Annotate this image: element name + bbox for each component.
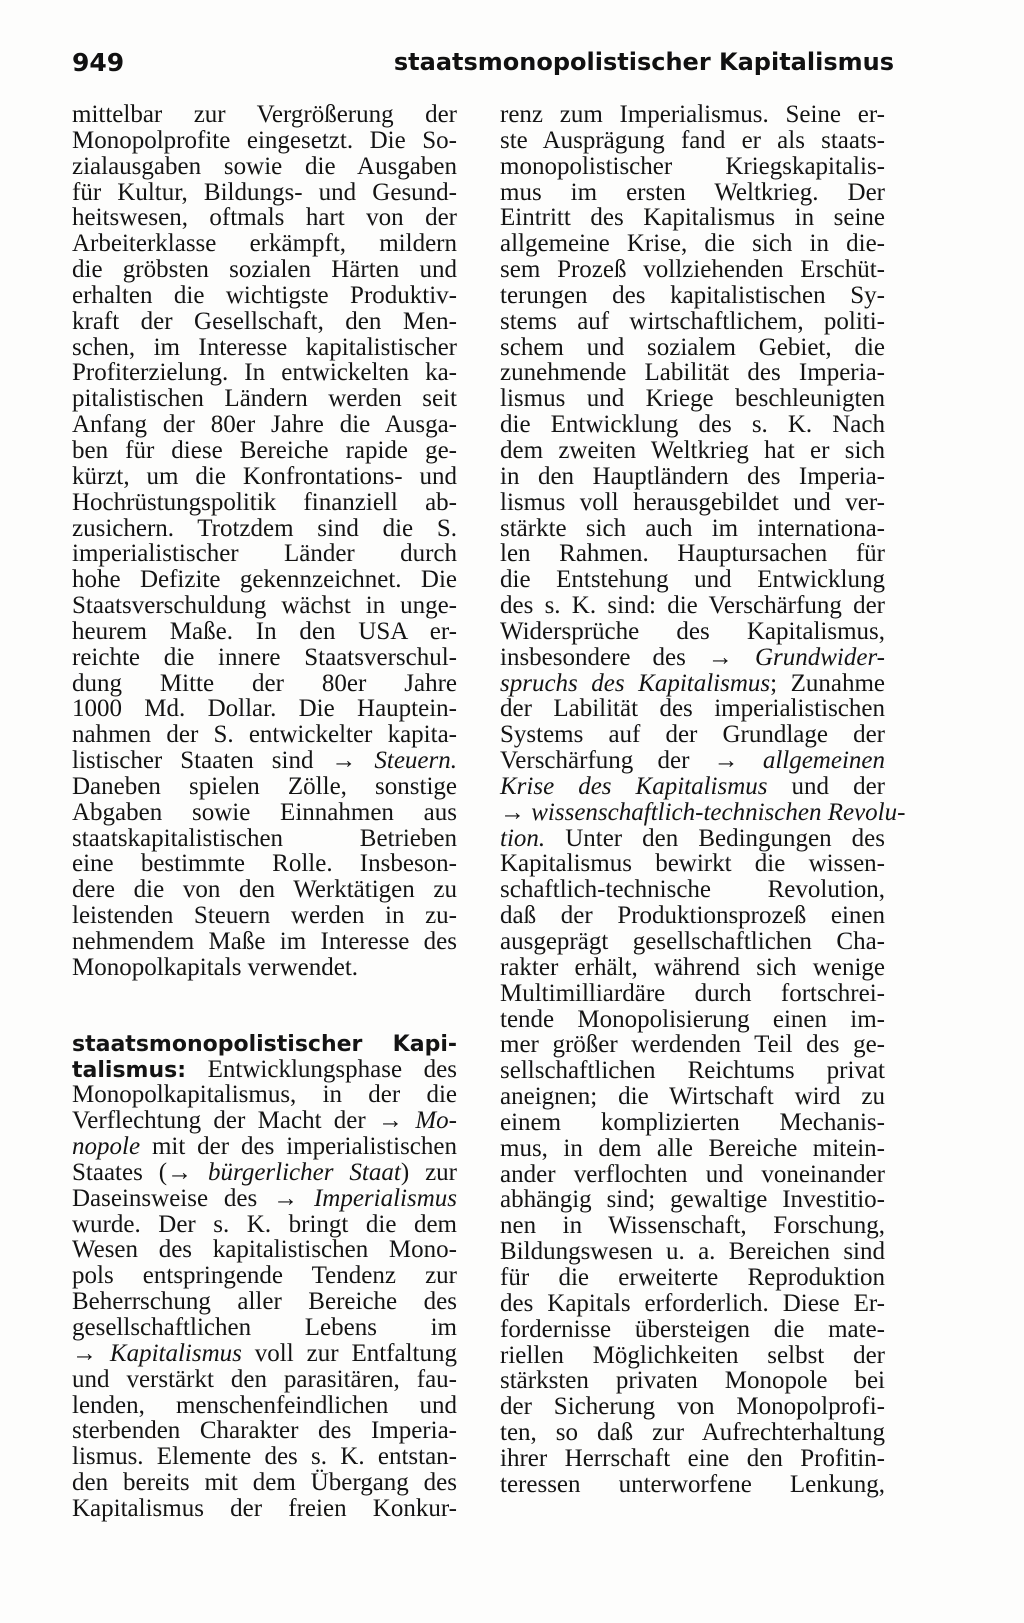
text-line [500, 154, 885, 180]
line-text: ; Zunahme [770, 669, 885, 697]
line-text: Profiterzielung. In entwickelten ka- [72, 359, 457, 387]
cross-reference: tion. [500, 824, 546, 852]
text-line [72, 1470, 457, 1496]
text-line [72, 180, 457, 206]
line-text: zusichern. Trotzdem sind die S. [72, 514, 457, 542]
line-text: fordernisse übersteigen die mate- [500, 1315, 885, 1343]
line-text: pitalistischen Ländern werden seit [72, 385, 457, 413]
line-text: stärksten privaten Monopole bei [500, 1367, 885, 1395]
page-header [72, 48, 894, 88]
line-text: zunehmende Labilität des Imperia- [500, 359, 885, 387]
text-line [500, 335, 885, 361]
line-text: heurem Maße. In den USA er- [72, 617, 457, 645]
text-line [500, 1420, 885, 1446]
cross-reference: spruchs des Kapitalismus [500, 669, 771, 697]
line-text: Beherrschung aller Bereiche des [72, 1288, 457, 1316]
line-text: ausgeprägt gesellschaftlichen Cha- [500, 928, 885, 955]
text-line [500, 1084, 885, 1110]
text-line [72, 1367, 457, 1393]
line-text: lismus und Kriege beschleunigten [500, 385, 885, 413]
line-text: dung Mitte der 80er Jahre [72, 669, 457, 697]
line-text: terungen des kapitalistischen Sy- [500, 281, 885, 309]
line-text: der Sicherung von Monopolprofi- [500, 1393, 885, 1421]
text-line [72, 360, 457, 386]
line-text: den bereits mit dem Übergang des [72, 1469, 457, 1497]
line-text: staatskapitalistischen Betrieben [72, 824, 457, 852]
text-line [72, 283, 457, 309]
line-text: imperialistischer Länder durch [72, 540, 457, 568]
right-column [500, 101, 906, 1498]
text-line [500, 619, 885, 645]
text-line [72, 102, 457, 128]
text-line [500, 1291, 885, 1317]
text-line [72, 800, 457, 826]
line-text: Multimilliardäre durch fortschrei- [500, 979, 885, 1007]
text-line [500, 955, 885, 981]
text-line [500, 464, 885, 490]
text-line [72, 1418, 457, 1444]
line-text: sterbenden Charakter des Imperia- [72, 1417, 457, 1445]
line-text: Widersprüche des Kapitalismus, [500, 617, 885, 645]
cross-reference: → allgemeinen [713, 747, 885, 775]
line-text: renz zum Imperialismus. Seine er- [500, 101, 885, 128]
text-line [72, 593, 457, 619]
text-line [500, 309, 885, 335]
text-line [72, 1341, 457, 1367]
line-text: sellschaftlichen Reichtums privat [500, 1057, 885, 1085]
text-line [72, 722, 457, 748]
line-text: len Rahmen. Hauptursachen für [500, 540, 885, 568]
line-text: mus im ersten Weltkrieg. Der [500, 178, 885, 206]
line-text: einem komplizierten Mechanis- [500, 1108, 885, 1136]
text-line [72, 1134, 457, 1160]
cross-reference: Krise des Kapitalismus [500, 772, 768, 800]
line-text: des s. K. sind: die Verschärfung der [500, 592, 885, 620]
text-line [500, 1239, 885, 1265]
line-text: Entwicklungsphase des [186, 1055, 457, 1083]
text-line [500, 671, 885, 697]
text-line [500, 696, 885, 722]
line-text: ben für diese Bereiche rapide ge- [72, 436, 457, 464]
text-line [500, 283, 885, 309]
line-text: rakter erhält, während sich wenige [500, 953, 885, 981]
text-line [72, 1186, 457, 1212]
text-line [500, 257, 885, 283]
text-line [500, 102, 885, 128]
line-text: mit der des imperialistischen [140, 1133, 457, 1161]
line-text: stärkte sich auch im internationa- [500, 514, 885, 542]
cross-reference: nopole [72, 1133, 141, 1161]
text-line [72, 877, 457, 903]
text-line [72, 1289, 457, 1315]
line-text: für die erweiterte Reproduktion [500, 1263, 885, 1291]
line-text: Monopolprofite eingesetzt. Die So- [72, 126, 457, 154]
text-line [72, 412, 457, 438]
text-line [500, 1032, 885, 1058]
line-text: kraft der Gesellschaft, den Men- [72, 307, 457, 335]
entry-separator [72, 981, 457, 1031]
headword: staatsmonopolistischer Kapi- [72, 1031, 457, 1057]
text-line [72, 1082, 457, 1108]
text-line [72, 1393, 457, 1419]
text-line [500, 1446, 885, 1472]
line-text: und der [767, 772, 885, 800]
cross-reference: → Mo- [378, 1107, 458, 1135]
line-text: aneignen; die Wirtschaft wird zu [500, 1083, 885, 1111]
text-line [72, 671, 457, 697]
text-line [72, 929, 457, 955]
line-text: dere die von den Werktätigen zu [72, 876, 457, 904]
line-text: und verstärkt den parasitären, fau- [72, 1365, 457, 1393]
line-text: die gröbsten sozialen Härten und [72, 256, 457, 284]
text-line [72, 1057, 457, 1083]
headword: talismus: [72, 1057, 187, 1083]
text-line [72, 257, 457, 283]
cross-reference: → Kapitalismus [72, 1339, 242, 1367]
line-text: listischer Staaten sind [72, 747, 332, 775]
cross-reference: → wissenschaftlich-technischen Revolu- [500, 798, 906, 826]
line-text: tende Monopolisierung einen im- [500, 1005, 885, 1033]
line-text: teressen unterworfene Lenkung, [500, 1470, 885, 1498]
line-text: 1000 Md. Dollar. Die Hauptein- [72, 695, 457, 723]
text-line [500, 798, 906, 826]
text-line [500, 386, 885, 412]
text-line [72, 1444, 457, 1470]
text-line [500, 205, 885, 231]
line-text: pols entspringende Tendenz zur [72, 1262, 457, 1290]
line-text: Unter den Bedingungen des [545, 824, 885, 852]
line-text: dem zweiten Weltkrieg hat er sich [500, 436, 885, 464]
line-text: lismus. Elemente des s. K. entstan- [72, 1443, 457, 1471]
text-line [72, 1031, 457, 1057]
text-line [500, 1394, 885, 1420]
text-line [72, 826, 457, 852]
line-text: nehmendem Maße im Interesse des [72, 928, 457, 955]
text-line [500, 877, 885, 903]
page-number: 949 [72, 48, 125, 77]
line-text: daß der Produktionsprozeß einen [500, 902, 885, 930]
line-text: Anfang der 80er Jahre die Ausga- [72, 411, 457, 439]
text-line [72, 490, 457, 516]
line-text: die Entstehung und Entwicklung [500, 566, 885, 594]
line-text: Hochrüstungspolitik finanziell ab- [72, 488, 457, 516]
cross-reference: → bürgerlicher Staat [167, 1158, 401, 1186]
text-line [72, 1496, 457, 1522]
line-text: lenden, menschenfeindlichen und [72, 1391, 457, 1419]
text-line [500, 1187, 885, 1213]
line-text: Kapitalismus bewirkt die wissen- [500, 850, 885, 878]
text-line [72, 309, 457, 335]
line-text: Kapitalismus der freien Konkur- [72, 1494, 457, 1522]
line-text: monopolistischer Kriegskapitalis- [500, 152, 885, 180]
text-line [500, 438, 885, 464]
text-line [72, 696, 457, 722]
text-line [500, 826, 885, 852]
text-line [500, 1343, 885, 1369]
text-line [500, 541, 885, 567]
text-line [72, 516, 457, 542]
text-line [72, 851, 457, 877]
line-text: allgemeine Krise, die sich in die- [500, 230, 885, 258]
line-text: Staatsverschuldung wächst in unge- [72, 592, 457, 620]
line-text: Eintritt des Kapitalismus in seine [500, 204, 885, 232]
text-line [500, 1136, 885, 1162]
text-line [72, 335, 457, 361]
text-line [500, 774, 885, 800]
cross-reference: → Imperialismus [273, 1184, 457, 1212]
line-text: Daseinsweise des [72, 1184, 274, 1212]
line-text: mus, in dem alle Bereiche mitein- [500, 1134, 885, 1162]
text-line [500, 722, 885, 748]
line-text: für Kultur, Bildungs- und Gesund- [72, 178, 457, 206]
line-text: Arbeiterklasse erkämpft, mildern [72, 230, 457, 258]
running-head: staatsmonopolistischer Kapitalismus [393, 48, 894, 76]
text-line [72, 1108, 457, 1134]
line-text: nahmen der S. entwickelter kapita- [72, 721, 457, 749]
text-line [72, 1212, 457, 1238]
text-line [72, 128, 457, 154]
line-text: Monopolkapitals verwendet. [72, 953, 359, 981]
line-text: Systems auf der Grundlage der [500, 721, 885, 749]
text-line [500, 128, 885, 154]
line-text: gesellschaftlichen Lebens im [72, 1313, 457, 1341]
text-line [500, 1110, 885, 1136]
text-line [500, 851, 885, 877]
line-text: in den Hauptländern des Imperia- [500, 462, 885, 490]
text-line [500, 1472, 885, 1498]
text-line [72, 1263, 457, 1289]
line-text: zialausgaben sowie die Ausgaben [72, 152, 457, 180]
line-text: des Kapitals erforderlich. Diese Er- [500, 1289, 885, 1317]
text-line [500, 1058, 885, 1084]
line-text: ste Ausprägung fand er als staats- [500, 126, 885, 154]
text-line [72, 541, 457, 567]
line-text: schen, im Interesse kapitalistischer [72, 333, 457, 361]
text-line [72, 774, 457, 800]
text-line [500, 516, 885, 542]
line-text: mer größer werdenden Teil des ge- [500, 1031, 885, 1059]
line-text: die Entwicklung des s. K. Nach [500, 411, 885, 439]
text-line [72, 748, 457, 774]
text-line [72, 154, 457, 180]
text-line [500, 981, 885, 1007]
line-text: wurde. Der s. K. bringt die dem [72, 1210, 457, 1238]
line-text: Bildungswesen u. a. Bereichen sind [500, 1238, 885, 1266]
cross-reference: → Steuern. [331, 747, 457, 775]
line-text: heitswesen, oftmals hart von der [72, 204, 457, 232]
text-line [500, 929, 885, 955]
line-text: der Labilität des imperialistischen [500, 695, 885, 723]
line-text: insbesondere des [500, 643, 708, 671]
line-text: mittelbar zur Vergrößerung der [72, 101, 457, 128]
line-text: Abgaben sowie Einnahmen aus [72, 798, 457, 826]
text-line [500, 1007, 885, 1033]
text-line [500, 748, 885, 774]
text-line [500, 231, 885, 257]
line-text: eine bestimmte Rolle. Insbeson- [72, 850, 457, 878]
text-line [72, 1237, 457, 1263]
line-text: leistenden Steuern werden in zu- [72, 902, 457, 930]
text-line [500, 1368, 885, 1394]
text-line [500, 645, 885, 671]
text-line [500, 903, 885, 929]
line-text: nen in Wissenschaft, Forschung, [500, 1212, 885, 1240]
text-line [500, 180, 885, 206]
text-line [500, 490, 885, 516]
line-text: hohe Defizite gekennzeichnet. Die [72, 566, 457, 594]
line-text: abhängig sind; gewaltige Investitio- [500, 1186, 885, 1214]
line-text: Verflechtung der Macht der [72, 1107, 379, 1135]
text-line [72, 903, 457, 929]
text-line [72, 955, 457, 981]
line-text: lismus voll herausgebildet und ver- [500, 488, 885, 516]
text-line [500, 360, 885, 386]
line-text: Daneben spielen Zölle, sonstige [72, 772, 457, 800]
line-text: ihrer Herrschaft eine den Profitin- [500, 1444, 885, 1472]
text-line [500, 1265, 885, 1291]
text-line [500, 593, 885, 619]
text-line [500, 1213, 885, 1239]
line-text: ander verflochten und voneinander [500, 1160, 885, 1188]
line-text: stems auf wirtschaftlichem, politi- [500, 307, 885, 335]
text-line [500, 1317, 885, 1343]
line-text: Staates ( [72, 1158, 168, 1186]
text-line [500, 1162, 885, 1188]
line-text: Monopolkapitalismus, in der die [72, 1081, 457, 1109]
line-text: schaftlich-technische Revolution, [500, 876, 885, 904]
text-line [500, 567, 885, 593]
line-text: reichte die innere Staatsverschul- [72, 643, 457, 671]
line-text: schem und sozialem Gebiet, die [500, 333, 885, 361]
line-text: ten, so daß zur Aufrechterhaltung [500, 1419, 885, 1447]
text-line [500, 412, 885, 438]
text-line [72, 645, 457, 671]
text-line [72, 1315, 457, 1341]
line-text: kürzt, um die Konfrontations- und [72, 462, 457, 490]
line-text: ) zur [400, 1158, 458, 1186]
line-text: voll zur Entfaltung [241, 1339, 457, 1367]
text-line [72, 386, 457, 412]
line-text: riellen Möglichkeiten selbst der [500, 1341, 885, 1369]
text-line [72, 438, 457, 464]
text-line [72, 231, 457, 257]
line-text: Verschärfung der [500, 747, 714, 775]
line-text: sem Prozeß vollziehenden Erschüt- [500, 256, 885, 284]
text-line [72, 205, 457, 231]
text-line [72, 567, 457, 593]
text-line [72, 1160, 457, 1186]
text-line [72, 464, 457, 490]
line-text: erhalten die wichtigste Produktiv- [72, 281, 457, 309]
left-column [72, 102, 457, 1522]
cross-reference: → Grundwider- [707, 643, 885, 671]
text-line [72, 619, 457, 645]
line-text: Wesen des kapitalistischen Mono- [72, 1236, 457, 1264]
